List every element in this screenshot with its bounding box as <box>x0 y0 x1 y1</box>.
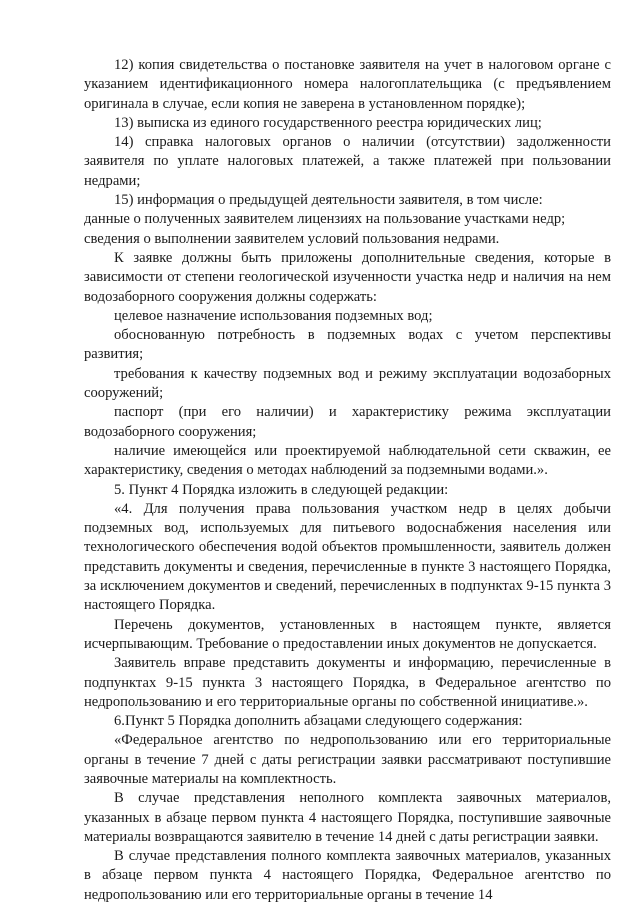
paragraph-need: обоснованную потребность в подземных водах с учетом перспективы развития; <box>84 327 611 363</box>
paragraph-quality: требования к качеству подземных вод и режиму эксплуатации водозаборных сооружений; <box>84 365 611 402</box>
paragraph-agency-review: «Федеральное агентство по недропользованию или его территориальные органы в течение 7 дней с даты регистрации заявки рассматривают поступившие заявочные материалы на комплектность. <box>84 732 611 787</box>
paragraph-complete-set: В случае представления полного комплекта заявочных материалов, указанных в абзаце первом пункта 4 настоящего Порядка, Федеральное агентство по недропользованию или его территориальные органы в течение 14 <box>84 848 611 903</box>
paragraph-licenses: данные о полученных заявителем лицензиях на пользование участками недр; <box>84 211 566 228</box>
paragraph-item-15: 15) информация о предыдущей деятельности заявителя, в том числе: <box>114 192 543 209</box>
paragraph-applicant-right: Заявитель вправе представить документы и информацию, перечисленные в подпунктах 9-15 пункта 3 настоящего Порядка, в Федеральное агентство по недропользованию и его территориальные органы по собственной инициативе.». <box>84 655 611 710</box>
paragraph-item-13: 13) выписка из единого государственного реестра юридических лиц; <box>114 114 542 131</box>
paragraph-clause-4: «4. Для получения права пользования участком недр в целях добычи подземных вод, используемых для питьевого водоснабжения населения или технологического обеспечения водой объектов промышленности, заявитель должен представить документы и сведения, перечисленные в пункте 3 настоящего Порядка, за исключением документов и сведений, перечисленных в подпунктах 9-15 пункта 3 настоящего Порядка. <box>84 500 611 614</box>
paragraph-document-list: Перечень документов, установленных в настоящем пункте, является исчерпывающим. Требование о предоставлении иных документов не допускается. <box>84 616 611 652</box>
paragraph-purpose: целевое назначение использования подземных вод; <box>114 307 433 324</box>
paragraph-item-12: 12) копия свидетельства о постановке заявителя на учет в налоговом органе с указанием идентификационного номера налогоплательщика (с предъявлением оригинала в случае, если копия не заверена в установленном порядке); <box>84 57 611 112</box>
paragraph-passport: паспорт (при его наличии) и характеристику режима эксплуатации водозаборного сооружения; <box>84 404 611 440</box>
document-body <box>84 56 611 905</box>
paragraph-item-14: 14) справка налоговых органов о наличии (отсутствии) задолженности заявителя по уплате налоговых платежей, а также платежей при пользовании недрами; <box>84 134 611 189</box>
paragraph-incomplete-set: В случае представления неполного комплекта заявочных материалов, указанных в абзаце первом пункта 4 настоящего Порядка, поступившие заявочные материалы возвращаются заявителю в течение 14 дней с даты регистрации заявки. <box>84 790 611 845</box>
paragraph-amendment-6: 6.Пункт 5 Порядка дополнить абзацами следующего содержания: <box>114 713 523 730</box>
paragraph-additional-info: К заявке должны быть приложены дополнительные сведения, которые в зависимости от степени геологической изученности участка недр и наличия на нем водозаборного сооружения должны содержать: <box>84 249 611 305</box>
paragraph-conditions: сведения о выполнении заявителем условий пользования недрами. <box>84 230 500 247</box>
paragraph-amendment-5: 5. Пункт 4 Порядка изложить в следующей редакции: <box>114 481 449 498</box>
paragraph-observation-network: наличие имеющейся или проектируемой наблюдательной сети скважин, ее характеристику, сведения о методах наблюдений за подземными водами.». <box>84 442 611 479</box>
